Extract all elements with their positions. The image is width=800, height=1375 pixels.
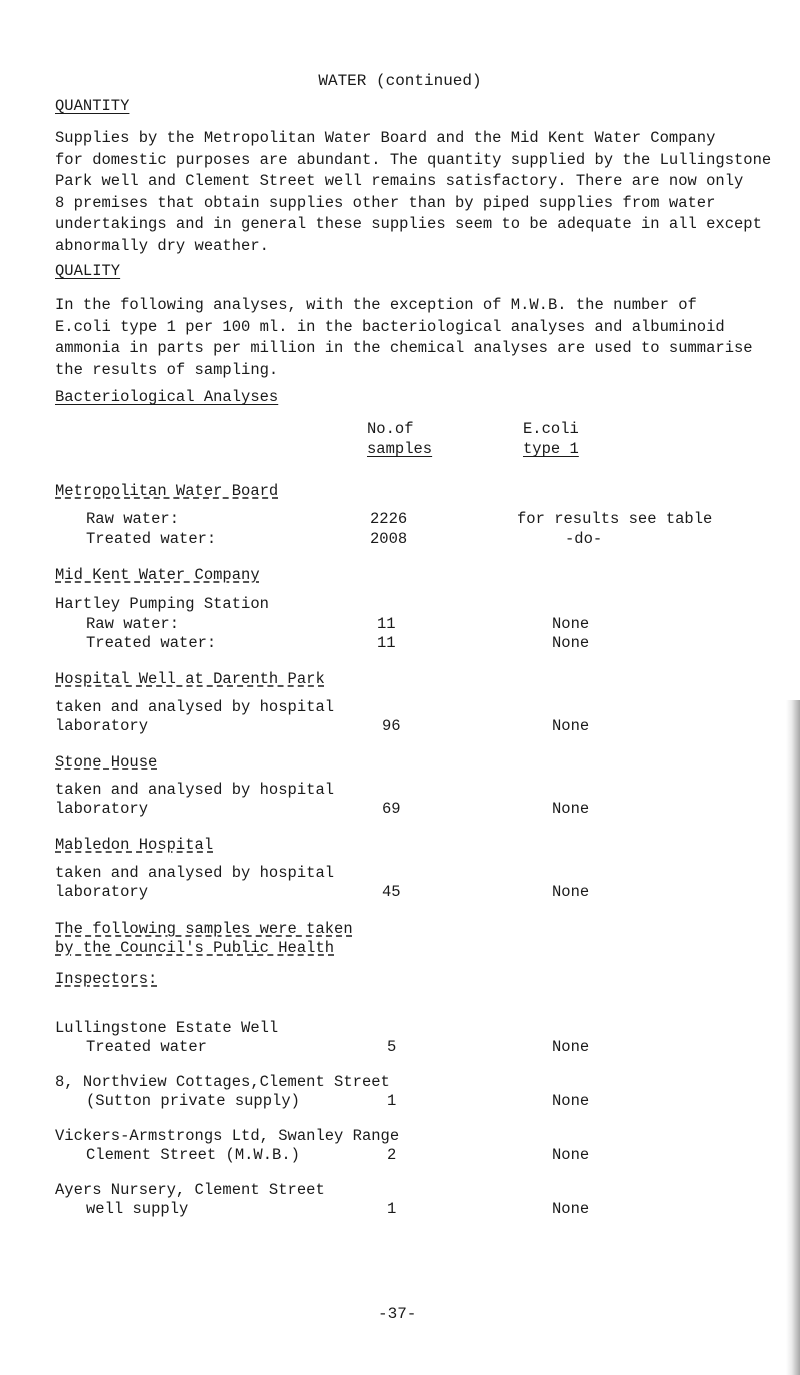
mwb-heading: Metropolitan Water Board [55, 482, 279, 500]
quality-heading: QUALITY [55, 262, 121, 280]
lullingstone-result: None [552, 1038, 590, 1056]
midkent-treated-label: Treated water: [86, 634, 217, 652]
quantity-paragraph: Supplies by the Metropolitan Water Board and the Mid Kent Water Company for domestic purposes are abundant. The quantity supplied by the Lullingstone Park well and Clement Street well remains satisfactory. There are now only 8 premises that obtain supplies other than by piped supplies from water undertakings and in general these supplies seem to be adequate in all except abnormally dry weather. [55, 129, 772, 255]
midkent-raw-label: Raw water: [86, 615, 180, 633]
col-samples-header-line1: No.of [367, 420, 414, 438]
stonehouse-heading: Stone House [55, 753, 158, 771]
northview-result: None [552, 1092, 590, 1110]
col-samples-header-line2: samples [367, 440, 433, 458]
col-ecoli-header-line2: type 1 [523, 440, 579, 458]
midkent-heading: Mid Kent Water Company [55, 566, 260, 584]
ayers-line2: well supply [86, 1200, 189, 1218]
mwb-raw-label: Raw water: [86, 510, 180, 528]
quality-paragraph: In the following analyses, with the exception of M.W.B. the number of E.coli type 1 per 100 ml. in the bacteriological analyses and albuminoid ammonia in parts per million in the chemical analyses are used to summarise the results of sampling. [55, 296, 753, 379]
darenth-line1: taken and analysed by hospital [55, 698, 335, 716]
quantity-heading: QUANTITY [55, 97, 130, 115]
mabledon-heading: Mabledon Hospital [55, 836, 214, 854]
mabledon-result: None [552, 883, 590, 901]
midkent-raw-result: None [552, 615, 590, 633]
stonehouse-result: None [552, 800, 590, 818]
stonehouse-samples: 69 [382, 800, 401, 818]
darenth-heading: Hospital Well at Darenth Park [55, 670, 325, 688]
vickers-result: None [552, 1146, 590, 1164]
lullingstone-line1: Lullingstone Estate Well [55, 1019, 279, 1037]
ayers-result: None [552, 1200, 590, 1218]
vickers-samples: 2 [387, 1146, 397, 1164]
northview-line2: (Sutton private supply) [86, 1092, 300, 1110]
stonehouse-line2: laboratory [55, 800, 149, 818]
ayers-line1: Ayers Nursery, Clement Street [55, 1181, 325, 1199]
col-ecoli-header-line1: E.coli [523, 420, 579, 438]
mabledon-line2: laboratory [55, 883, 149, 901]
midkent-station: Hartley Pumping Station [55, 595, 269, 613]
mwb-treated-samples: 2008 [370, 530, 408, 548]
northview-samples: 1 [387, 1092, 397, 1110]
mwb-raw-result: for results see table [517, 510, 713, 528]
vickers-line1: Vickers-Armstrongs Ltd, Swanley Range [55, 1127, 400, 1145]
darenth-result: None [552, 717, 590, 735]
midkent-treated-result: None [552, 634, 590, 652]
council-heading-line2: by the Council's Public Health [55, 939, 335, 957]
page-title: WATER (continued) [318, 72, 482, 90]
mwb-treated-result: -do- [565, 530, 603, 548]
lullingstone-line2: Treated water [86, 1038, 207, 1056]
darenth-samples: 96 [382, 717, 401, 735]
council-heading-line3: Inspectors: [55, 970, 158, 988]
council-heading-line1: The following samples were taken [55, 920, 353, 938]
page-number: -37- [378, 1305, 417, 1323]
mabledon-line1: taken and analysed by hospital [55, 864, 335, 882]
lullingstone-samples: 5 [387, 1038, 397, 1056]
midkent-raw-samples: 11 [377, 615, 396, 633]
mwb-treated-label: Treated water: [86, 530, 217, 548]
mabledon-samples: 45 [382, 883, 401, 901]
bacteriological-heading: Bacteriological Analyses [55, 388, 279, 406]
midkent-treated-samples: 11 [377, 634, 396, 652]
darenth-line2: laboratory [55, 717, 149, 735]
scan-edge-shadow [786, 700, 800, 1375]
vickers-line2: Clement Street (M.W.B.) [86, 1146, 300, 1164]
northview-line1: 8, Northview Cottages,Clement Street [55, 1073, 390, 1091]
ayers-samples: 1 [387, 1200, 397, 1218]
mwb-raw-samples: 2226 [370, 510, 408, 528]
stonehouse-line1: taken and analysed by hospital [55, 781, 335, 799]
